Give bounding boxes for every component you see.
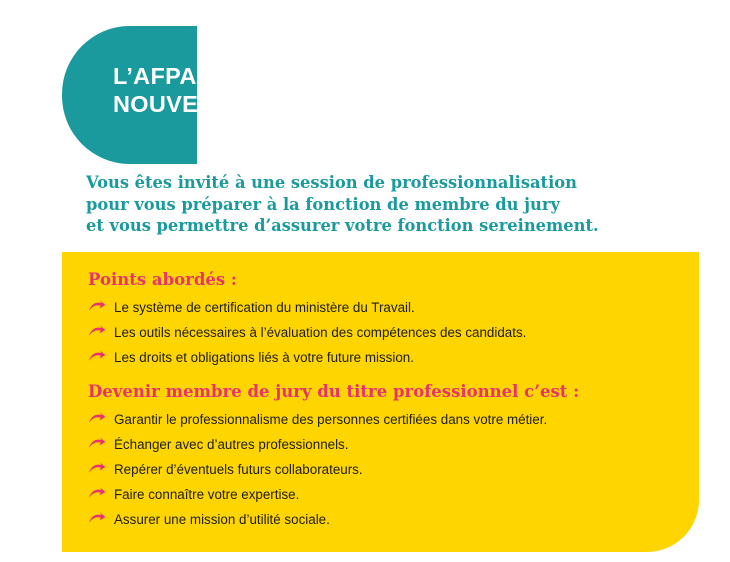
arrow-bullet-icon (88, 325, 106, 341)
page-title-line-1: L’AFPA VOUS PRÉPARE À VOTRE (113, 63, 505, 89)
list-item (88, 508, 547, 532)
arrow-bullet-icon (88, 300, 106, 316)
arrow-bullet-icon (88, 437, 106, 453)
intro-paragraph (86, 172, 686, 237)
list-item (88, 296, 526, 320)
list-item-label: Les droits et obligations liés à votre future mission. (114, 350, 414, 365)
list-item (88, 408, 547, 432)
page-title (113, 62, 673, 118)
intro-line-3: et vous permettre d’assurer votre fonction sereinement. (86, 216, 599, 235)
arrow-bullet-icon (88, 462, 106, 478)
list-item (88, 458, 547, 482)
list-item-label: Repérer d’éventuels futurs collaborateurs. (114, 462, 363, 477)
list-item-label: Garantir le professionnalisme des personnes certifiées dans votre métier. (114, 412, 548, 427)
list-item (88, 433, 547, 457)
intro-line-1: Vous êtes invité à une session de professionnalisation (86, 173, 577, 192)
list-item-label: Assurer une mission d’utilité sociale. (114, 512, 330, 527)
intro-line-2: pour vous préparer à la fonction de membre du jury (86, 194, 560, 214)
arrow-bullet-icon (88, 487, 106, 503)
section-heading-devenir-membre: Devenir membre de jury du titre professionnel c’est : (88, 382, 580, 401)
list-item-label: Faire connaître votre expertise. (114, 487, 300, 502)
section-heading-points-abordes: Points abordés : (88, 270, 237, 289)
list-devenir-membre (88, 408, 547, 533)
arrow-bullet-icon (88, 412, 106, 428)
list-points-abordes (88, 296, 526, 371)
arrow-bullet-icon (88, 512, 106, 528)
page-title-line-2: NOUVELLE MISSION (113, 91, 352, 117)
list-item (88, 321, 526, 345)
list-item-label: Le système de certification du ministère du Travail. (114, 300, 415, 315)
list-item (88, 483, 547, 507)
list-item-label: Échanger avec d’autres professionnels. (114, 437, 349, 452)
list-item (88, 346, 526, 370)
arrow-bullet-icon (88, 350, 106, 366)
list-item-label: Les outils nécessaires à l’évaluation des compétences des candidats. (114, 325, 527, 340)
